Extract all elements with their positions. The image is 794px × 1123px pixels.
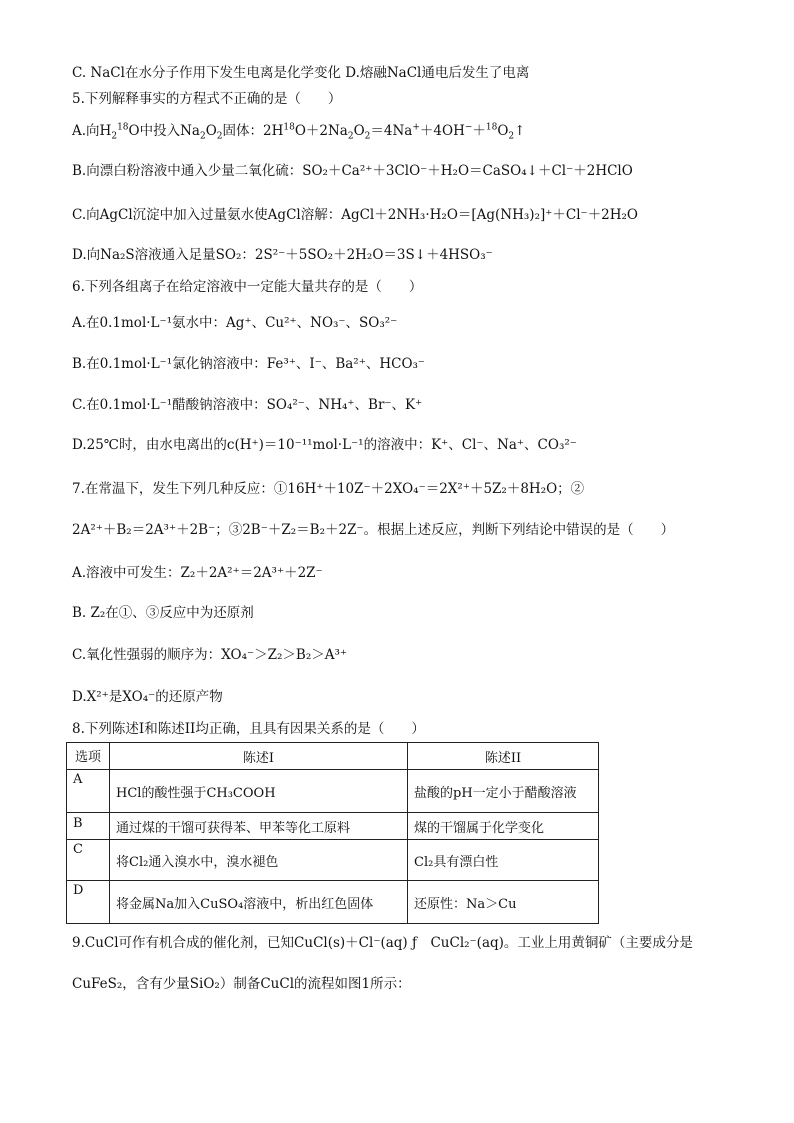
table-row (67, 881, 599, 924)
table-header-statement-1: 陈述I (110, 743, 408, 770)
table-row (67, 813, 599, 840)
q5-a-eq7: O (497, 123, 509, 139)
q5-a-eq6: ＋ (472, 123, 486, 139)
table-cell-statement-1: 将金属Na加入CuSO₄溶液中，析出红色固体 (110, 881, 408, 924)
table-cell-option: C (67, 840, 110, 881)
q7-stem-line1: 7.在常温下，发生下列几种反应：①16H⁺＋10Z⁻＋2XO₄⁻＝2X²⁺＋5Z₂＋8H₂O；② (72, 481, 585, 497)
q5-a-eq3: O (353, 123, 365, 139)
q5-a-sub3: 2 (216, 131, 223, 142)
q7-option-c: C.氧化性强弱的顺序为：XO₄⁻＞Z₂＞B₂＞A³⁺ (72, 647, 348, 663)
q5-a-iso2: 18 (283, 122, 295, 133)
q5-option-b: B.向漂白粉溶液中通入少量二氧化硫：SO₂＋Ca²⁺＋3ClO⁻＋H₂O＝CaSO₄↓＋Cl⁻＋2HClO (72, 163, 633, 179)
q5-a-sub: 2 (111, 131, 118, 142)
table-cell-option: B (67, 813, 110, 840)
q5-a-sub2: 2 (199, 131, 206, 142)
table-cell-statement-1: 将Cl₂通入溴水中，溴水褪色 (110, 840, 408, 881)
table-row (67, 840, 599, 881)
q6-option-a: A.在0.1mol·L⁻¹氨水中：Ag⁺、Cu²⁺、NO₃⁻、SO₃²⁻ (72, 315, 398, 331)
q8-stem: 8.下列陈述I和陈述II均正确，且具有因果关系的是（ ） (72, 721, 425, 737)
q5-a-mid2: O (205, 123, 217, 139)
table-cell-statement-2: 还原性：Na＞Cu (408, 881, 599, 924)
q4-options-cd: C. NaCl在水分子作用下发生电离是化学变化 D.熔融NaCl通电后发生了电离 (72, 65, 530, 81)
q6-stem: 6.下列各组离子在给定溶液中一定能大量共存的是（ ） (72, 279, 423, 295)
q5-a-sub6: 2 (508, 131, 515, 142)
q5-a-sub5: 2 (364, 131, 371, 142)
table-header-statement-2: 陈述II (408, 743, 599, 770)
q5-a-end: ↑ (514, 123, 526, 139)
q7-stem-line2: 2A²⁺＋B₂＝2A³⁺＋2B⁻；③2B⁻＋Z₂＝B₂＋2Z⁻。根据上述反应，判断下列结论中错误的是（ ） (72, 522, 675, 538)
q5-a-iso3: 18 (485, 122, 498, 133)
q9-stem-line1: 9.CuCl可作有机合成的催化剂，已知CuCl(s)＋Cl⁻(aq) ƒ CuCl₂⁻(aq)。工业上用黄铜矿（主要成分是 (72, 935, 693, 951)
q6-option-d: D.25℃时，由水电离出的c(H⁺)＝10⁻¹¹mol·L⁻¹的溶液中：K⁺、Cl⁻、Na⁺、CO₃²⁻ (72, 437, 577, 453)
q5-a-prefix: A.向H (72, 123, 112, 139)
q8-table (66, 742, 599, 924)
table-cell-statement-1: HCl的酸性强于CH₃COOH (110, 770, 408, 813)
q7-option-a: A.溶液中可发生：Z₂＋2A²⁺＝2A³⁺＋2Z⁻ (72, 565, 323, 581)
q6-option-b: B.在0.1mol·L⁻¹氯化钠溶液中：Fe³⁺、I⁻、Ba²⁺、HCO₃⁻ (72, 356, 426, 372)
table-cell-statement-1: 通过煤的干馏可获得苯、甲苯等化工原料 (110, 813, 408, 840)
q5-a-eq: 固体：2H (222, 123, 284, 139)
q9-stem-line2: CuFeS₂，含有少量SiO₂）制备CuCl的流程如图1所示： (72, 976, 411, 992)
table-header-option: 选项 (67, 743, 110, 770)
q7-option-d: D.X²⁺是XO₄⁻的还原产物 (72, 689, 223, 705)
table-cell-statement-2: 煤的干馏属于化学变化 (408, 813, 599, 840)
q5-stem: 5.下列解释事实的方程式不正确的是（ ） (72, 91, 342, 107)
q5-a-minus: − (464, 122, 473, 133)
q7-option-b: B. Z₂在①、③反应中为还原剂 (72, 605, 254, 621)
table-row (67, 770, 599, 813)
table-header-row (67, 743, 599, 770)
q6-option-c: C.在0.1mol·L⁻¹醋酸钠溶液中：SO₄²⁻、NH₄⁺、Br⁻、K⁺ (72, 397, 423, 413)
q5-a-iso: 18 (117, 122, 129, 133)
table-cell-option: D (67, 881, 110, 924)
table-cell-option: A (67, 770, 110, 813)
q5-option-c: C.向AgCl沉淀中加入过量氨水使AgCl溶解：AgCl＋2NH₃·H₂O＝[Ag(NH₃)₂]⁺＋Cl⁻＋2H₂O (72, 207, 638, 223)
q5-option-d: D.向Na₂S溶液通入足量SO₂：2S²⁻＋5SO₂＋2H₂O＝3S↓＋4HSO₃⁻ (72, 247, 493, 263)
q5-a-mid: O中投入Na (128, 123, 200, 139)
q5-a-eq2: O＋2Na (294, 123, 348, 139)
q5-option-a (72, 122, 525, 140)
q5-a-eq5: ＋4OH (419, 123, 465, 139)
q5-a-eq4: ＝4Na (370, 123, 413, 139)
q5-a-sub4: 2 (347, 131, 354, 142)
q5-a-plus: + (412, 122, 420, 133)
table-cell-statement-2: Cl₂具有漂白性 (408, 840, 599, 881)
table-cell-statement-2: 盐酸的pH一定小于醋酸溶液 (408, 770, 599, 813)
